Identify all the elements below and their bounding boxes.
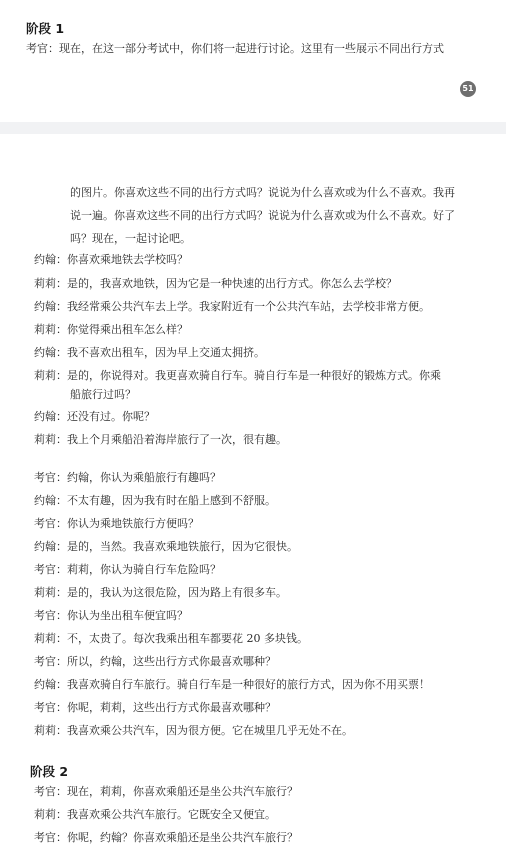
- dialogue-line: 考官：所以，约翰，这些出行方式你最喜欢哪种？: [34, 655, 276, 668]
- dialogue-line: 莉莉：是的，我喜欢地铁，因为它是一种快速的出行方式。你怎么去学校？: [34, 277, 397, 290]
- intro-line: 考官：现在，在这一部分考试中，你们将一起进行讨论。这里有一些展示不同出行方式: [26, 42, 444, 55]
- dialogue-line-continuation: 船旅行过吗？: [70, 388, 136, 401]
- continuation-line: 说一遍。你喜欢这些不同的出行方式吗？说说为什么喜欢或为什么不喜欢。好了: [70, 209, 455, 222]
- dialogue-line: 约翰：还没有过。你呢？: [34, 410, 155, 423]
- dialogue-line: 考官：你认为乘地铁旅行方便吗？: [34, 517, 199, 530]
- dialogue-line: 莉莉：不，太贵了。每次我乘出租车都要花 20 多块钱。: [34, 632, 308, 645]
- dialogue-line: 莉莉：我喜欢乘公共汽车旅行。它既安全又便宜。: [34, 808, 276, 821]
- continuation-line: 吗？现在，一起讨论吧。: [70, 232, 191, 245]
- dialogue-line: 约翰：我不喜欢出租车，因为早上交通太拥挤。: [34, 346, 265, 359]
- page-main-section: [0, 134, 506, 844]
- dialogue-line: 莉莉：是的，你说得对。我更喜欢骑自行车。骑自行车是一种很好的锻炼方式。你乘: [34, 369, 441, 382]
- dialogue-line: 考官：莉莉，你认为骑自行车危险吗？: [34, 563, 221, 576]
- dialogue-line: 约翰：我经常乘公共汽车去上学。我家附近有一个公共汽车站，去学校非常方便。: [34, 300, 430, 313]
- dialogue-line: 约翰：不太有趣，因为我有时在船上感到不舒服。: [34, 494, 276, 507]
- dialogue-line: 考官：你认为坐出租车便宜吗？: [34, 609, 188, 622]
- page-break: [0, 122, 506, 134]
- stage1-heading: 阶段 1: [26, 21, 65, 36]
- dialogue-line: 约翰：你喜欢乘地铁去学校吗？: [34, 253, 188, 266]
- dialogue-line: 考官：约翰，你认为乘船旅行有趣吗？: [34, 471, 221, 484]
- dialogue-line: 莉莉：你觉得乘出租车怎么样？: [34, 323, 188, 336]
- dialogue-line: 莉莉：我上个月乘船沿着海岸旅行了一次，很有趣。: [34, 433, 287, 446]
- dialogue-line: 约翰：我喜欢骑自行车旅行。骑自行车是一种很好的旅行方式，因为你不用买票！: [34, 678, 430, 691]
- dialogue-line: 莉莉：是的，我认为这很危险，因为路上有很多车。: [34, 586, 287, 599]
- page-number-badge: 51: [460, 81, 476, 97]
- dialogue-line: 约翰：是的，当然。我喜欢乘地铁旅行，因为它很快。: [34, 540, 298, 553]
- dialogue-line: 考官：现在，莉莉，你喜欢乘船还是坐公共汽车旅行？: [34, 785, 298, 798]
- stage2-heading: 阶段 2: [30, 764, 69, 779]
- continuation-line: 的图片。你喜欢这些不同的出行方式吗？说说为什么喜欢或为什么不喜欢。我再: [70, 186, 455, 199]
- dialogue-line: 考官：你呢，莉莉，这些出行方式你最喜欢哪种？: [34, 701, 276, 714]
- page-top-section: [0, 0, 506, 122]
- dialogue-line: 考官：你呢，约翰？你喜欢乘船还是坐公共汽车旅行？: [34, 831, 298, 844]
- dialogue-line: 莉莉：我喜欢乘公共汽车，因为很方便。它在城里几乎无处不在。: [34, 724, 353, 737]
